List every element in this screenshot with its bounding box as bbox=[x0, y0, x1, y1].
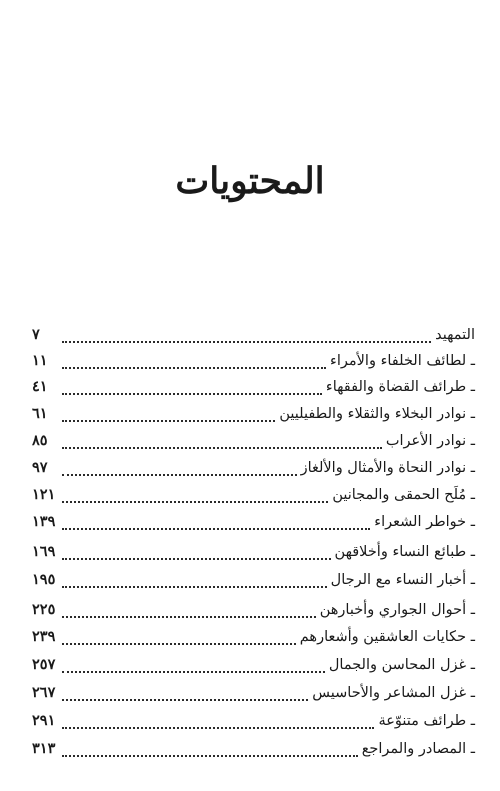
toc-page-number: ٧ bbox=[32, 326, 40, 343]
toc-entry-title: ـ طرائف متنوّعة bbox=[378, 713, 475, 729]
toc-entry-title: ـ أحوال الجواري وأخبارهن bbox=[319, 602, 475, 618]
toc-page-number: ٢٦٧ bbox=[32, 684, 56, 701]
dot-leader bbox=[62, 727, 374, 729]
toc-row bbox=[32, 432, 475, 458]
toc-entry-title: ـ أخبار النساء مع الرجال bbox=[330, 572, 475, 588]
dot-leader bbox=[62, 558, 331, 560]
dot-leader bbox=[62, 420, 275, 422]
toc-entry-title: ـ طرائف القضاة والفقهاء bbox=[325, 379, 475, 395]
toc-entry-title: ـ المصادر والمراجع bbox=[361, 741, 475, 757]
toc-page-number: ١٢١ bbox=[32, 486, 56, 503]
toc-page-number: ٨٥ bbox=[32, 432, 48, 449]
toc-entry-title: ـ غزل المحاسن والجمال bbox=[328, 657, 475, 673]
dot-leader bbox=[62, 528, 370, 530]
toc-page-number: ١١ bbox=[32, 352, 48, 369]
toc-row bbox=[32, 740, 475, 766]
toc-row bbox=[32, 571, 475, 597]
toc-page-number: ٤١ bbox=[32, 378, 48, 395]
dot-leader bbox=[62, 586, 327, 588]
toc-entry-title: ـ لطائف الخلفاء والأمراء bbox=[330, 353, 475, 369]
dot-leader bbox=[62, 699, 308, 701]
toc-entry-title: ـ نوادر النحاة والأمثال والألغاز bbox=[300, 460, 475, 476]
toc-page-number: ١٣٩ bbox=[32, 513, 56, 530]
toc-row bbox=[32, 378, 475, 404]
toc-entry-title: ـ مُلَح الحمقى والمجانين bbox=[332, 487, 475, 503]
dot-leader bbox=[62, 341, 431, 343]
toc-row bbox=[32, 601, 475, 627]
dot-leader bbox=[62, 393, 322, 395]
dot-leader bbox=[62, 755, 358, 757]
toc-row bbox=[32, 543, 475, 569]
toc-row bbox=[32, 684, 475, 710]
toc-entry-title: ـ نوادر البخلاء والثقلاء والطفيليين bbox=[279, 406, 475, 422]
toc-page-number: ٢٥٧ bbox=[32, 656, 56, 673]
dot-leader bbox=[62, 501, 328, 503]
toc-entry-title: ـ خواطر الشعراء bbox=[374, 514, 475, 530]
toc-page-number: ٢٩١ bbox=[32, 712, 56, 729]
toc-entry-title: ـ حكايات العاشقين وأشعارهم bbox=[299, 629, 475, 645]
toc-row bbox=[32, 712, 475, 738]
dot-leader bbox=[62, 643, 296, 645]
toc-row bbox=[32, 326, 475, 352]
toc-page-number: ٢٢٥ bbox=[32, 601, 56, 618]
toc-page-number: ٩٧ bbox=[32, 459, 48, 476]
toc-entry-title: ـ غزل المشاعر والأحاسيس bbox=[312, 685, 475, 701]
toc-page-number: ١٩٥ bbox=[32, 571, 56, 588]
page-title: المحتويات bbox=[175, 160, 325, 202]
toc-entry-title: ـ نوادر الأعراب bbox=[385, 433, 475, 449]
dot-leader bbox=[62, 671, 325, 673]
toc-row bbox=[32, 352, 475, 378]
toc-page-number: ١٦٩ bbox=[32, 543, 56, 560]
toc-entry-title: ـ طبائع النساء وأخلاقهن bbox=[334, 544, 475, 560]
toc-entry-title: التمهيد bbox=[435, 327, 475, 343]
dot-leader bbox=[62, 474, 297, 476]
toc-page-number: ٦١ bbox=[32, 405, 48, 422]
dot-leader bbox=[62, 616, 316, 618]
dot-leader bbox=[62, 367, 326, 369]
toc-row bbox=[32, 513, 475, 539]
dot-leader bbox=[62, 447, 382, 449]
toc-row bbox=[32, 459, 475, 485]
toc-page-number: ٣١٣ bbox=[32, 740, 56, 757]
toc-row bbox=[32, 486, 475, 512]
toc-row bbox=[32, 405, 475, 431]
toc-row bbox=[32, 628, 475, 654]
toc-page-number: ٢٣٩ bbox=[32, 628, 56, 645]
toc-row bbox=[32, 656, 475, 682]
